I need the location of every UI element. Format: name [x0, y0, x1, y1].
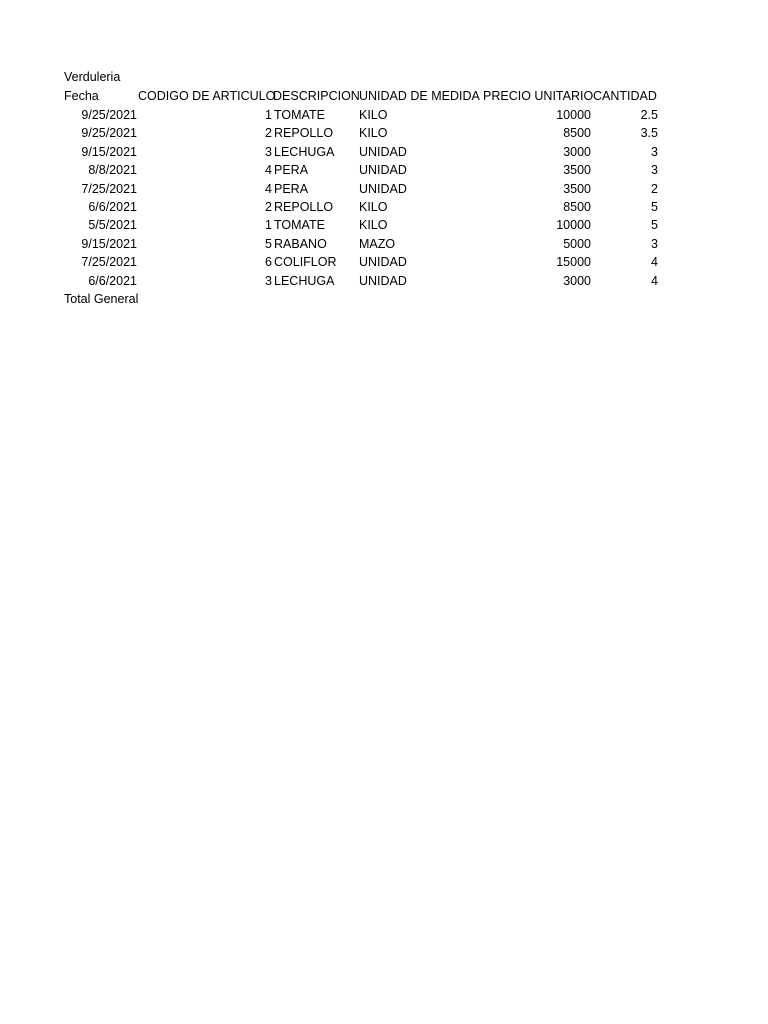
cell-descripcion: PERA — [274, 181, 309, 196]
cell-precio: 15000 — [556, 255, 591, 270]
cell-unidad: UNIDAD — [359, 273, 407, 288]
cell-cantidad: 3 — [651, 236, 658, 251]
cell-unidad: KILO — [359, 200, 388, 214]
cell-fecha: 9/15/2021 — [81, 144, 137, 159]
cell-cantidad: 5 — [651, 200, 658, 214]
cell-codigo: 1 — [265, 218, 272, 233]
cell-unidad: KILO — [359, 108, 388, 122]
cell-cantidad: 4 — [651, 255, 658, 270]
cell-codigo: 3 — [265, 273, 272, 288]
sheet-title: Verduleria — [64, 70, 121, 84]
cell-precio: 3000 — [563, 273, 591, 288]
total-general-label: Total General — [64, 292, 139, 306]
cell-codigo: 2 — [265, 126, 272, 141]
cell-precio: 3000 — [563, 144, 591, 159]
cell-unidad: UNIDAD — [359, 181, 407, 196]
cell-descripcion: LECHUGA — [274, 144, 335, 159]
header-unidad: UNIDAD DE MEDIDA — [359, 89, 480, 103]
cell-unidad: KILO — [359, 126, 388, 141]
cell-descripcion: LECHUGA — [274, 273, 335, 288]
cell-fecha: 7/25/2021 — [81, 181, 137, 196]
header-fecha: Fecha — [64, 89, 99, 103]
cell-descripcion: TOMATE — [274, 218, 325, 233]
cell-precio: 5000 — [563, 236, 591, 251]
cell-unidad: UNIDAD — [359, 163, 407, 178]
cell-unidad: MAZO — [359, 236, 396, 251]
cell-cantidad: 2.5 — [640, 108, 658, 122]
cell-fecha: 7/25/2021 — [81, 255, 137, 270]
cell-precio: 10000 — [556, 218, 591, 233]
header-precio: PRECIO UNITARIO — [483, 89, 594, 103]
cell-codigo: 4 — [265, 181, 272, 196]
cell-precio: 8500 — [563, 126, 591, 141]
cell-fecha: 9/25/2021 — [81, 108, 137, 122]
header-cantidad: CANTIDAD — [593, 89, 657, 103]
cell-cantidad: 2 — [651, 181, 658, 196]
cell-cantidad: 3 — [651, 144, 658, 159]
cell-codigo: 4 — [265, 163, 272, 178]
cell-descripcion: RABANO — [274, 236, 327, 251]
cell-cantidad: 3.5 — [640, 126, 658, 141]
cell-precio: 3500 — [563, 181, 591, 196]
cell-codigo: 1 — [265, 108, 272, 122]
cell-descripcion: REPOLLO — [274, 200, 334, 214]
cell-precio: 8500 — [563, 200, 591, 214]
cell-fecha: 8/8/2021 — [88, 163, 137, 178]
cell-descripcion: REPOLLO — [274, 126, 334, 141]
cell-precio: 10000 — [556, 108, 591, 122]
cell-descripcion: TOMATE — [274, 108, 325, 122]
cell-cantidad: 5 — [651, 218, 658, 233]
cell-codigo: 3 — [265, 144, 272, 159]
cell-precio: 3500 — [563, 163, 591, 178]
cell-cantidad: 3 — [651, 163, 658, 178]
cell-unidad: UNIDAD — [359, 255, 407, 270]
cell-unidad: UNIDAD — [359, 144, 407, 159]
cell-fecha: 9/25/2021 — [81, 126, 137, 141]
cell-descripcion: COLIFLOR — [274, 255, 337, 270]
cell-unidad: KILO — [359, 218, 388, 233]
cell-fecha: 5/5/2021 — [88, 218, 137, 233]
cell-codigo: 2 — [265, 200, 272, 214]
cell-cantidad: 4 — [651, 273, 658, 288]
header-descripcion: DESCRIPCION — [273, 89, 360, 103]
cell-fecha: 6/6/2021 — [88, 200, 137, 214]
cell-descripcion: PERA — [274, 163, 309, 178]
header-codigo: CODIGO DE ARTICULO — [138, 89, 276, 103]
cell-fecha: 6/6/2021 — [88, 273, 137, 288]
cell-codigo: 6 — [265, 255, 272, 270]
cell-codigo: 5 — [265, 236, 272, 251]
cell-fecha: 9/15/2021 — [81, 236, 137, 251]
